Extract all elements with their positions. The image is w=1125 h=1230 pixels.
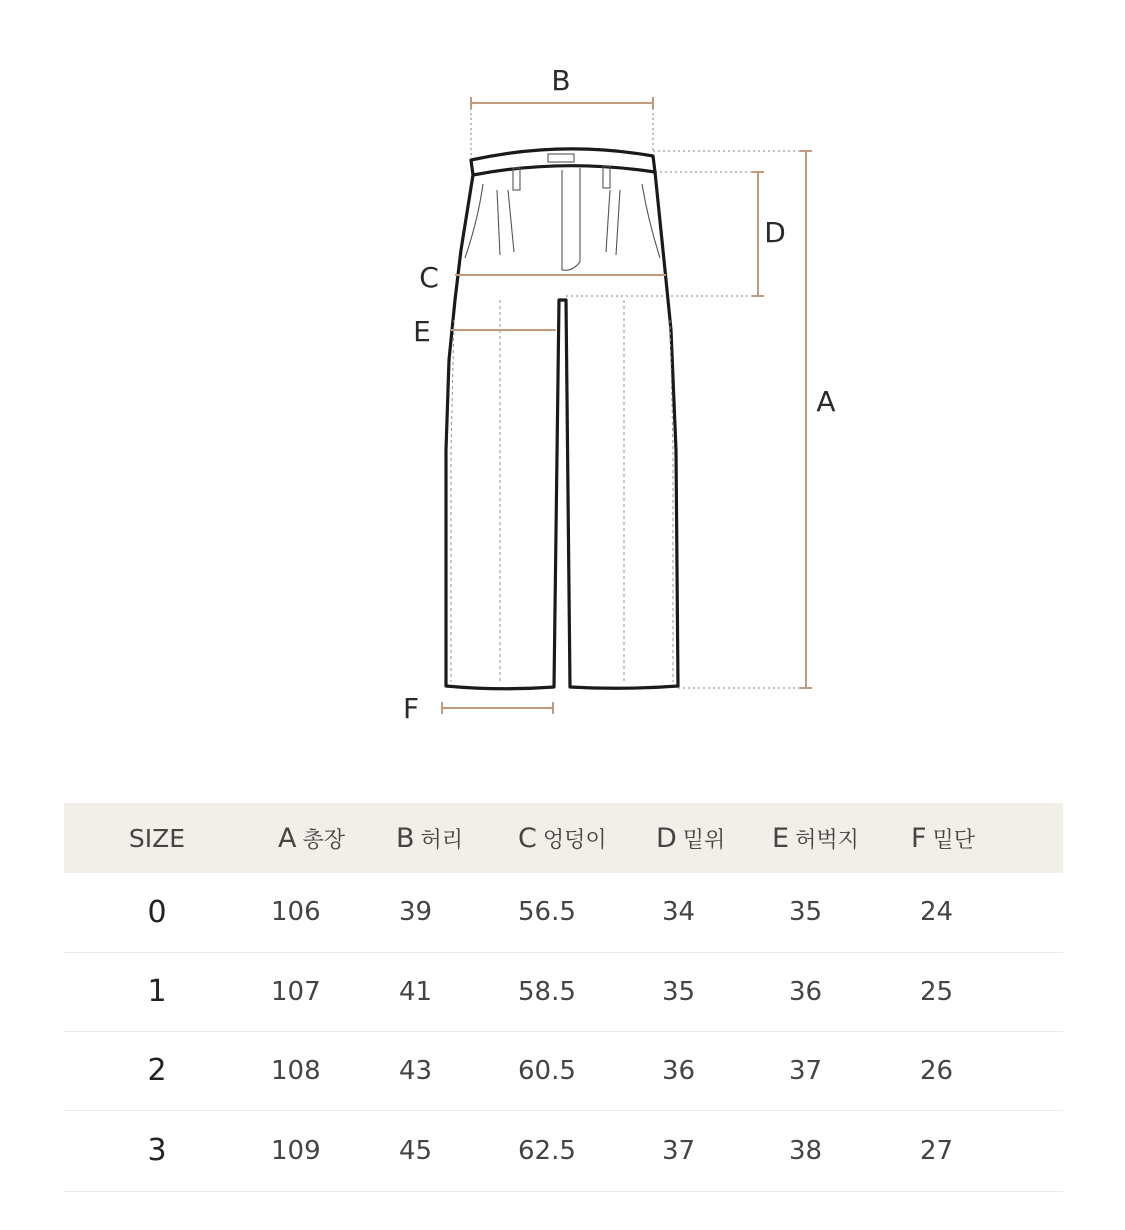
cell-d: 35 bbox=[662, 976, 696, 1007]
cell-b: 39 bbox=[399, 897, 433, 928]
header-d-name: 밑위 bbox=[682, 827, 726, 853]
cell-c: 58.5 bbox=[518, 976, 576, 1007]
cell-f: 26 bbox=[920, 1055, 954, 1086]
measure-d bbox=[752, 172, 764, 296]
cell-c: 60.5 bbox=[518, 1055, 576, 1086]
header-e-key: E bbox=[772, 822, 790, 854]
header-a-name: 총장 bbox=[302, 827, 345, 853]
cell-size: 3 bbox=[147, 1133, 167, 1168]
cell-size: 1 bbox=[147, 974, 167, 1009]
cell-f: 24 bbox=[920, 897, 954, 928]
header-d bbox=[632, 803, 756, 873]
header-a bbox=[250, 803, 374, 873]
cell-size: 0 bbox=[147, 894, 167, 930]
cell-d: 37 bbox=[662, 1135, 696, 1166]
header-size bbox=[64, 803, 250, 873]
header-b-key: B bbox=[396, 822, 415, 854]
cell-a: 107 bbox=[271, 976, 321, 1007]
table-row bbox=[64, 1031, 1063, 1110]
table-row bbox=[64, 1110, 1063, 1191]
table-row bbox=[64, 873, 1063, 952]
header-e-name: 허벅지 bbox=[795, 827, 859, 853]
cell-c: 62.5 bbox=[518, 1135, 576, 1166]
cell-e: 37 bbox=[789, 1055, 823, 1086]
measure-f bbox=[442, 702, 553, 714]
cell-b: 41 bbox=[399, 976, 433, 1007]
header-size-key: SIZE bbox=[128, 823, 186, 853]
cell-b: 45 bbox=[399, 1135, 433, 1166]
label-f: F bbox=[402, 692, 420, 725]
cell-d: 36 bbox=[662, 1055, 696, 1086]
cell-f: 27 bbox=[920, 1135, 954, 1166]
cell-b: 43 bbox=[399, 1055, 433, 1086]
cell-e: 36 bbox=[789, 976, 823, 1007]
header-c-name: 엉덩이 bbox=[542, 827, 607, 853]
pants-illustration bbox=[446, 149, 678, 689]
header-a-key: A bbox=[278, 822, 297, 854]
cell-e: 38 bbox=[789, 1135, 823, 1166]
cell-a: 106 bbox=[271, 897, 321, 928]
header-f bbox=[886, 803, 1063, 873]
header-d-key: D bbox=[656, 822, 677, 854]
label-e: E bbox=[413, 315, 431, 348]
label-b: B bbox=[551, 64, 571, 97]
measure-b bbox=[471, 97, 653, 109]
label-c: C bbox=[419, 261, 439, 294]
cell-e: 35 bbox=[789, 897, 823, 928]
header-c bbox=[498, 803, 632, 873]
header-f-key: F bbox=[911, 822, 927, 854]
header-b-name: 허리 bbox=[420, 827, 464, 853]
label-d: D bbox=[764, 216, 786, 249]
label-a: A bbox=[816, 385, 836, 418]
cell-size: 2 bbox=[147, 1053, 167, 1088]
header-c-key: C bbox=[518, 822, 537, 854]
header-b bbox=[374, 803, 498, 873]
cell-a: 109 bbox=[271, 1135, 321, 1166]
table-row bbox=[64, 952, 1063, 1031]
cell-f: 25 bbox=[920, 976, 954, 1007]
cell-a: 108 bbox=[271, 1055, 321, 1086]
header-f-name: 밑단 bbox=[932, 827, 976, 853]
cell-d: 34 bbox=[662, 897, 696, 928]
size-table bbox=[64, 803, 1063, 1192]
measure-a bbox=[800, 151, 812, 688]
cell-c: 56.5 bbox=[518, 897, 576, 928]
table-header-row bbox=[64, 803, 1063, 873]
header-e bbox=[756, 803, 886, 873]
